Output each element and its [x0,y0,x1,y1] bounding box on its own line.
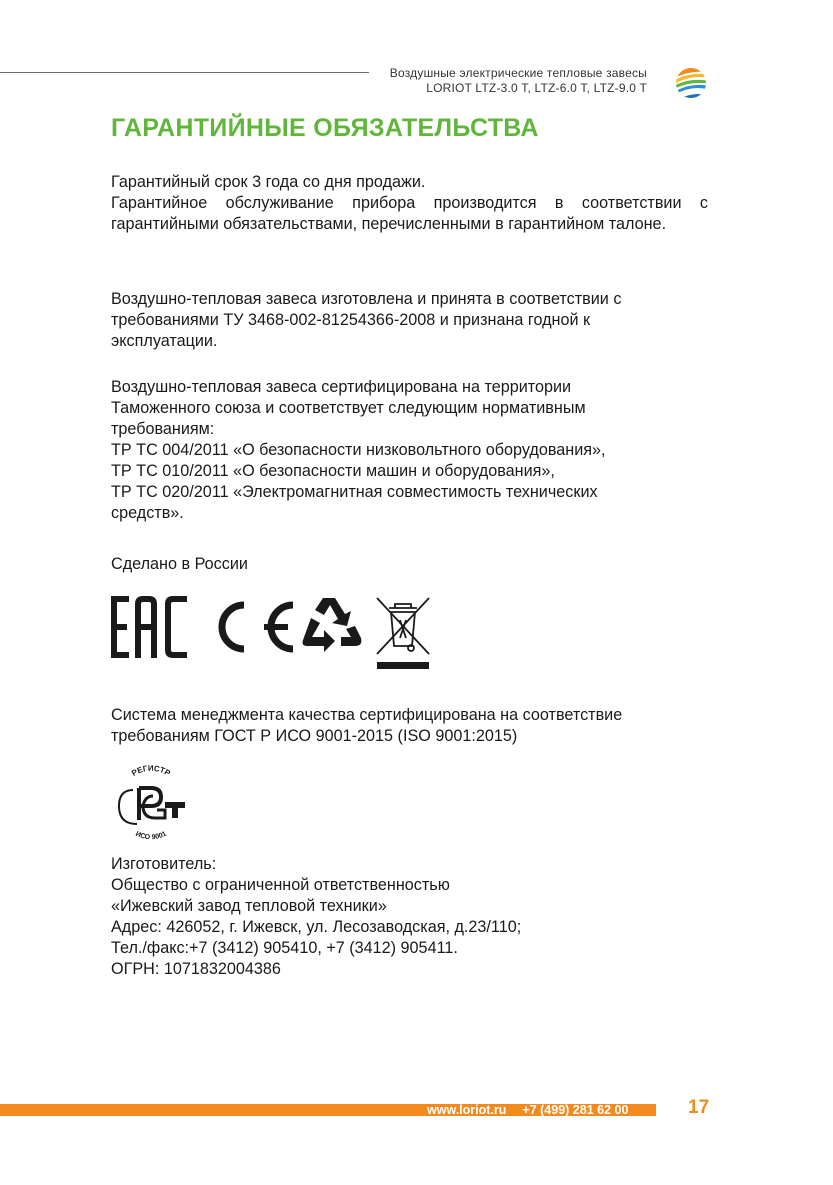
loriot-logo-icon [674,66,708,100]
eac-mark-icon [111,596,187,658]
made-in-text: Сделано в России [111,555,248,573]
manufacturing-line-1: Воздушно-тепловая завеса изготовлена и принята в соответствии с [111,290,622,308]
certification-line-6: ТР ТС 020/2011 «Электромагнитная совместимость технических [111,483,598,501]
footer-website-link[interactable]: www.loriot.ru [427,1103,507,1117]
crossed-bin-icon [373,594,433,670]
page-number: 17 [688,1097,710,1118]
certification-section [111,377,708,524]
manufacturer-phone: Тел./факс:+7 (3412) 905410, +7 (3412) 905411. [111,939,458,957]
page-title: ГАРАНТИЙНЫЕ ОБЯЗАТЕЛЬСТВА [111,114,539,142]
quality-line-2: требованиям ГОСТ Р ИСО 9001-2015 (ISO 9001:2015) [111,727,518,745]
manufacturer-label: Изготовитель: [111,855,217,873]
ce-mark-icon [200,600,295,654]
svg-text:РЕГИСТР [130,764,172,778]
header-product-info [390,66,647,96]
svg-text:ИСО 9001 [134,831,167,842]
certification-line-4: ТР ТС 004/2011 «О безопасности низковольтного оборудования», [111,441,606,459]
manufacturing-line-2: требованиями ТУ 3468-002-81254366-2008 и признана годной к [111,311,591,329]
warranty-period: Гарантийный срок 3 года со дня продажи. [111,173,426,191]
certification-line-5: ТР ТС 010/2011 «О безопасности машин и оборудования», [111,462,555,480]
manufacturer-ogrn: ОГРН: 1071832004386 [111,960,281,978]
manufacturing-line-3: эксплуатации. [111,332,218,350]
manufacturer-org-form: Общество с ограниченной ответственностью [111,876,450,894]
made-in-section [111,554,708,575]
manufacturer-address: Адрес: 426052, г. Ижевск, ул. Лесозаводская, д.23/110; [111,918,522,936]
recycle-icon [299,594,365,660]
warranty-section [111,172,708,235]
quality-line-1: Система менеджмента качества сертифицирована на соответствие [111,706,623,724]
certification-line-1: Воздушно-тепловая завеса сертифицирована на территории [111,378,572,396]
manufacturer-org-name: «Ижевский завод тепловой техники» [111,897,387,915]
rst-registry-seal-icon [111,762,191,842]
manufacturer-section [111,854,708,980]
rst-top-text: РЕГИСТР [130,763,172,778]
header-rule [0,72,369,73]
certification-line-2: Таможенного союза и соответствует следующим нормативным [111,399,586,417]
rst-bottom-text: ИСО 9001 [134,830,168,842]
manufacturing-section [111,289,708,352]
footer-contacts [427,1100,628,1120]
certification-line-7: средств». [111,504,184,522]
header-line-1: Воздушные электрические тепловые завесы [389,66,647,80]
header-line-2: LORIOT LTZ-3.0 T, LTZ-6.0 T, LTZ-9.0 T [426,81,647,95]
footer-phone: +7 (499) 281 62 00 [522,1103,629,1117]
quality-section [111,705,708,747]
warranty-service: Гарантийное обслуживание прибора производится в соответствии с гарантийными обязательствами, перечисленными в гарантийном талоне. [111,194,708,233]
certification-line-3: требованиям: [111,420,215,438]
